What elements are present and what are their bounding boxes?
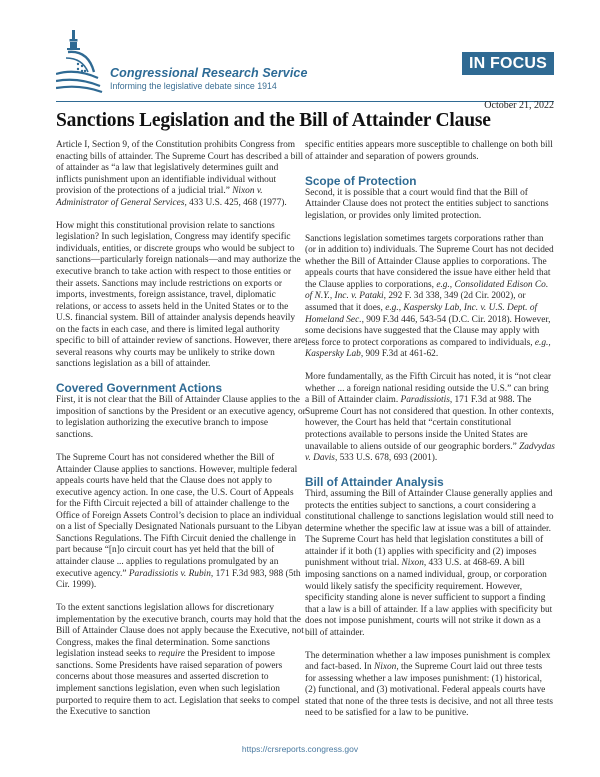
- case-citation: e.g., Consolidated Edison Co. of N.Y., Inc. v. Pataki: [305, 279, 549, 302]
- citation-detail: , 533 U.S. 678, 693 (2001).: [334, 453, 438, 464]
- case-citation: Paradissiotis: [400, 395, 450, 406]
- paragraph-text: , 433 U.S. at 468-69. A bill imposing sanctions on a named individual, group, or corporation would likely satisfy the specificity requirement. However, specificity standing alone is never sufficient to support a finding that a law is a bill of attainder. If a law applies with specificity but does not impose punishment, courts will not strike it down as a bill of attainder.: [305, 558, 553, 638]
- header-divider: [56, 101, 554, 102]
- question-paragraph: How might this constitutional provision relate to sanctions legislation? In such legislation, Congress may identify specific individuals, entities, or discrete groups who would be subject to sanctions—particularly foreign nationals—and may authorize the executive branch to take action with respect to those entities or their assets. Sanctions may include restrictions on exports or imports, investments, foreign assistance, travel, diplomatic relations, or access to assets held in the United States or to the U.S. financial system. Bill of attainder analysis depends heavily on the facts in each case, and there is limited legal authority specific to bill of attainder review of sanctions. However, there are several reasons why courts may be unlikely to strike down sanctions legislation as a bill of attainder.: [56, 220, 306, 370]
- intro-paragraph: [56, 140, 306, 209]
- in-focus-badge: IN FOCUS: [462, 52, 554, 75]
- paragraph-text: , 292 F. 3d 338, 349 (2d Cir. 2002), or assumed that it does,: [305, 291, 526, 314]
- citation-detail: 171 F.3d 983, 988 (5th Cir. 1999).: [56, 568, 301, 591]
- capitol-dome-icon: [56, 28, 116, 100]
- section-heading-analysis: Bill of Attainder Analysis: [305, 475, 444, 490]
- punishment-paragraph: [305, 651, 555, 720]
- section-heading-scope: Scope of Protection: [305, 173, 417, 188]
- discretion-paragraph: [56, 603, 306, 718]
- paragraph-text: Third, assuming the Bill of Attainder Clause generally applies and protects the entities subject to sanctions, a court considering a constitutional challenge to sanctions legislation would still need to determine whether the specific law at issue was a bill of attainder. The Supreme Court has held that legislation constitutes a bill of attainder if it both (1) applies with specificity and (2) imposes punishment without trial.: [305, 489, 554, 569]
- case-citation: Zadvydas v. Davis: [305, 441, 555, 464]
- scope-paragraph: Second, it is possible that a court would find that the Bill of Attainder Clause does not protect the entities subject to sanctions legislation, or provides only limited protection.: [305, 187, 549, 221]
- corporations-paragraph: [305, 234, 555, 361]
- paragraph-text: , 171 F.3d at 988. The Supreme Court has not considered that question. In other contexts, however, the Court has held that “certain constitutional protections available to persons inside the United States are unavailable to aliens outside of our geographic borders.”: [305, 395, 554, 452]
- paragraph-text: , the Supreme Court laid out three tests for assessing whether a law imposes punishment: (1) historical, (2) functional, and (3) motivational. Federal appeals courts have stated that none of the three tests is decisive, and not all three tests need to be satisfied for a law to be punitive.: [305, 662, 554, 719]
- case-citation: e.g., Kaspersky Lab, Inc. v. U.S. Dept. of Homeland Sec.: [305, 303, 538, 325]
- supreme-court-paragraph: [56, 453, 306, 592]
- paragraph-text: To the extent sanctions legislation allows for discretionary implementation by the executive branch, courts may hold that the Bill of Attainder Clause does not apply because the Executive, not Congress, makes the final determination. Some sanctions legislation instead seeks to: [56, 603, 304, 660]
- section-heading-covered-actions: Covered Government Actions: [56, 381, 223, 396]
- paragraph-text: , 909 F.3d 446, 543-54 (D.C. Cir. 2018). However, some decisions have suggested that the Clause may apply with less force to protect corporations as compared to individuals,: [305, 314, 551, 348]
- org-name: Congressional Research Service: [110, 66, 308, 80]
- citation-detail: 433 U.S. 425, 468 (1977).: [186, 197, 287, 208]
- case-citation: e.g., Kaspersky Lab: [305, 337, 551, 360]
- paragraph-text: Sanctions legislation sometimes targets corporations rather than (or in addition to) individuals. The Supreme Court has not decided whether the Bill of Attainder Clause applies to corporations. The appeals courts that have considered the issue have either held that the Clause applies to corporations,: [305, 233, 554, 290]
- paragraph-text: the President to impose sanctions. Some Presidents have raised separation of powers concerns about those measures and asserted discretion to implement sanctions legislation, even when such legislation purported to require them to act. Legislation that seeks to compel the Executive to sanction: [56, 649, 300, 718]
- right-column: [305, 140, 555, 732]
- page-title: Sanctions Legislation and the Bill of Attainder Clause: [56, 110, 491, 131]
- left-column: [56, 140, 306, 730]
- paragraph-text: The Supreme Court has not considered whether the Bill of Attainder Clause applies to sanctions. However, multiple federal appeals courts have held that the Clause does not apply to executive agency action. In one case, the U.S. Court of Appeals for the Fifth Circuit rejected a bill of attainder challenge to the Office of Foreign Assets Control’s decision to place an individual on a list of Specially Designated Nationals pursuant to the Libyan Sanctions Regulations. The Fifth Circuit denied the challenge in part because “[n]o circuit court has yet held that the bill of attainder clause ... applies to regulations promulgated by an executive agency.”: [56, 453, 302, 579]
- case-citation: Nixon: [374, 662, 397, 673]
- citation-detail: , 909 F.3d at 461-62.: [360, 349, 439, 360]
- paragraph-text: Article I, Section 9, of the Constitution prohibits Congress from enacting bills of attainder. The Supreme Court has described a bill of attainder as “a law that legislatively determines guilt and inflicts punishment upon an identifiable individual without provision of the protections of a judicial trial.”: [56, 140, 304, 197]
- paragraph-text: The determination whether a law imposes punishment is complex and fact-based. In: [305, 650, 551, 673]
- foreign-national-paragraph: [305, 372, 555, 464]
- publication-date: October 21, 2022: [484, 100, 554, 111]
- case-citation: Paradissiotis v. Rubin,: [128, 568, 214, 579]
- footer-url-link[interactable]: https://crsreports.congress.gov: [241, 744, 359, 754]
- analysis-paragraph: [305, 489, 555, 639]
- emphasis-text: require: [158, 649, 186, 660]
- paragraph-text: More fundamentally, as the Fifth Circuit has noted, it is “not clear whether ... a foreign national residing outside the U.S.” can bring a Bill of Attainder claim.: [305, 372, 552, 406]
- report-header: [56, 28, 554, 102]
- continuation-paragraph: specific entities appears more susceptible to challenge on both bill of attainder and separation of powers grounds.: [305, 140, 553, 162]
- org-tagline: Informing the legislative debate since 1914: [110, 81, 277, 91]
- covered-actions-paragraph: First, it is not clear that the Bill of Attainder Clause applies to the imposition of sanctions by the President or an executive agency, or to legislation authorizing the executive branch to impose sanctions.: [56, 395, 306, 441]
- crs-logo[interactable]: [56, 28, 356, 98]
- case-citation: Nixon: [401, 558, 424, 569]
- case-citation: Nixon v. Administrator of General Services,: [56, 186, 263, 208]
